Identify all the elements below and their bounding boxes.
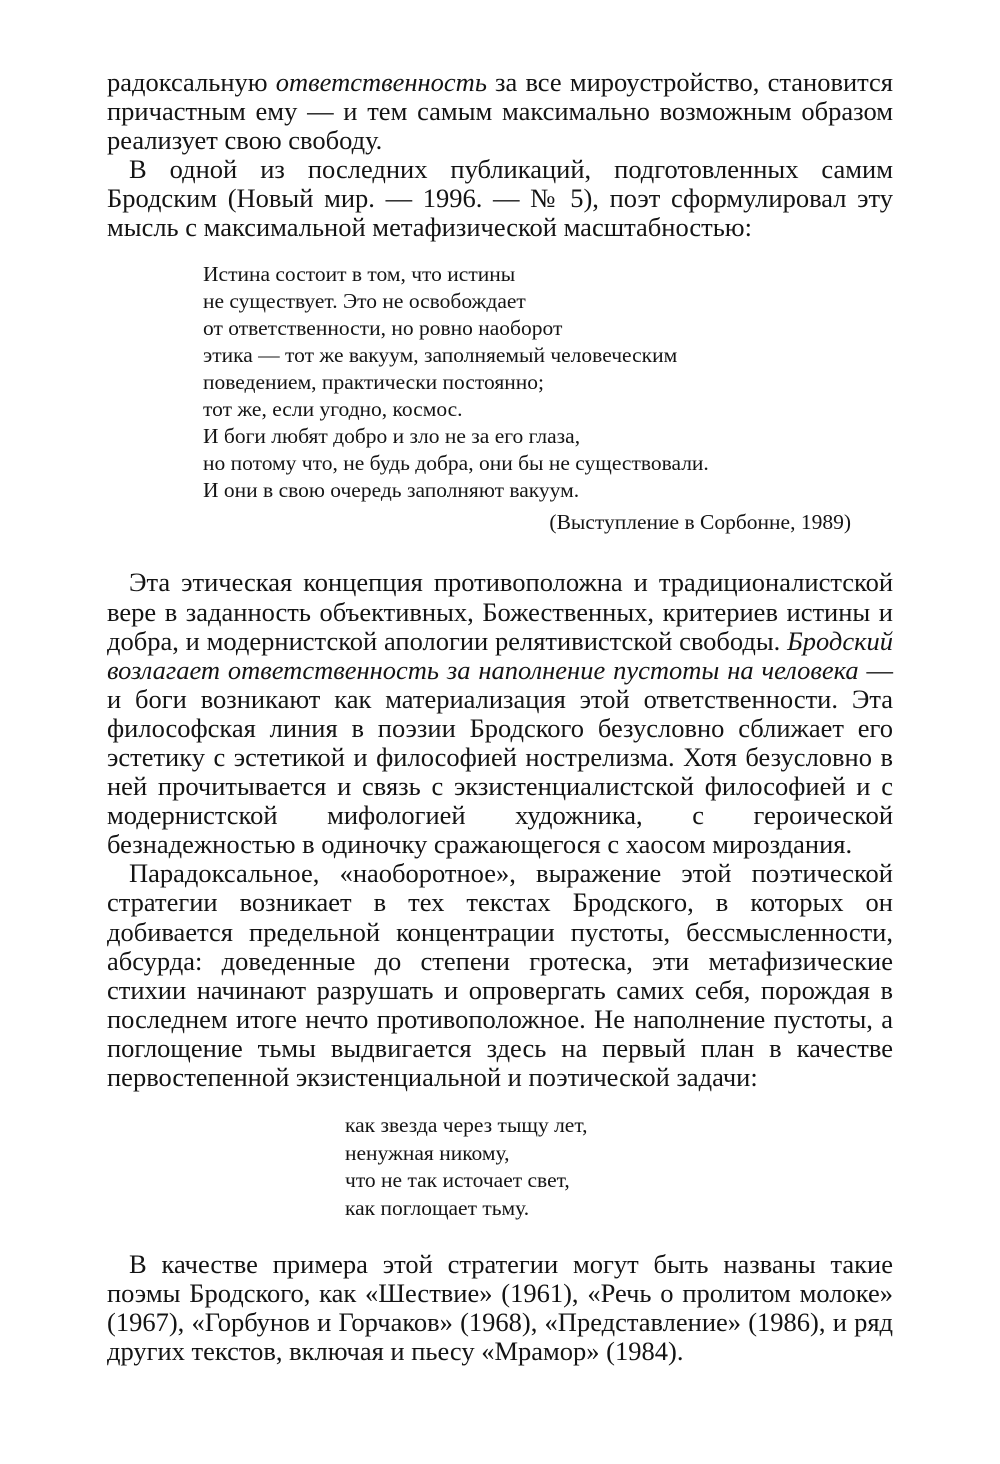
- verse-line: от ответственности, но ровно наоборот: [203, 315, 563, 340]
- verse-line: тот же, если угодно, космос.: [203, 397, 463, 422]
- verse-line: что не так источает свет,: [345, 1168, 570, 1193]
- paragraph-text: — и боги возникают как материализация этой ответственности. Эта философская линия в поэзии Бродского безусловно сближает его эстетику с эстетикой и философией нострелизма. Хотя безусловно в ней прочитывается и связь с экзистенциалистской философией и с модернистской мифологией художника, с героической безнадежностью в одиночку сражающегося с хаосом мироздания.: [107, 654, 894, 860]
- verse-line: И они в свою очередь заполняют вакуум.: [203, 478, 580, 503]
- verse-line: И боги любят добро и зло не за его глаза,: [203, 424, 581, 449]
- paragraph-examples: В качестве примера этой стратегии могут быть названы такие поэмы Бродского, как «Шествие» (1961), «Речь о пролитом молоке» (1967), «Горбунов и Горчаков» (1968), «Представление» (1986), и ряд других текстов, включая и пьесу «Мрамор» (1984).: [107, 1249, 893, 1367]
- verse-line: этика — тот же вакуум, заполняемый человеческим: [203, 342, 678, 367]
- verse-line: поведением, практически постоянно;: [203, 369, 544, 394]
- paragraph-publication: В одной из последних публикаций, подготовленных самим Бродским (Новый мир. — 1996. — № 5), поэт сформулировал эту мысль с максимальной метафизической масштабностью:: [107, 154, 893, 243]
- verse-line: как поглощает тьму.: [345, 1195, 530, 1220]
- verse-line: но потому что, не будь добра, они бы не существовали.: [203, 451, 709, 476]
- paragraph-text: радоксальную: [107, 67, 276, 97]
- emphasis-responsibility: ответственность: [275, 67, 487, 97]
- verse-quote-sorbonne: [203, 261, 893, 505]
- quote-attribution: (Выступление в Сорбонне, 1989): [549, 510, 851, 535]
- paragraph-ethical-concept: [107, 568, 893, 859]
- verse-line: ненужная никому,: [345, 1140, 510, 1165]
- emphasis-brodsky-thesis: Бродский возлагает ответственность за наполнение пустоты на человека: [107, 625, 893, 685]
- book-page: [107, 68, 893, 1366]
- paragraph-text: за все мироустройство, становится причастным ему — и тем самым максимально возможным образом реализует свою свободу.: [107, 67, 893, 156]
- paragraph-freedom-responsibility: [107, 68, 893, 155]
- verse-line: не существует. Это не освобождает: [203, 288, 526, 313]
- verse-quote-star: [345, 1112, 893, 1222]
- verse-line: как звезда через тыщу лет,: [345, 1113, 588, 1138]
- verse-line: Истина состоит в том, что истины: [203, 261, 516, 286]
- paragraph-text: Эта этическая концепция противоположна и традиционалистской вере в заданность объективных, Божественных, критериев истины и добра, и модернистской апологии релятивистской свободы.: [107, 567, 893, 656]
- paragraph-paradoxical-strategy: Парадоксальное, «наоборотное», выражение этой поэтической стратегии возникает в тех текстах Бродского, в которых он добивается предельной концентрации пустоты, бессмысленности, абсурда: доведенные до степени гротеска, эти метафизические стихии начинают разрушать и опровергать самих себя, порождая в последнем итоге нечто противоположное. Не наполнение пустоты, а поглощение тьмы выдвигается здесь на первый план в качестве первостепенной экзистенциальной и поэтической задачи:: [107, 858, 893, 1092]
